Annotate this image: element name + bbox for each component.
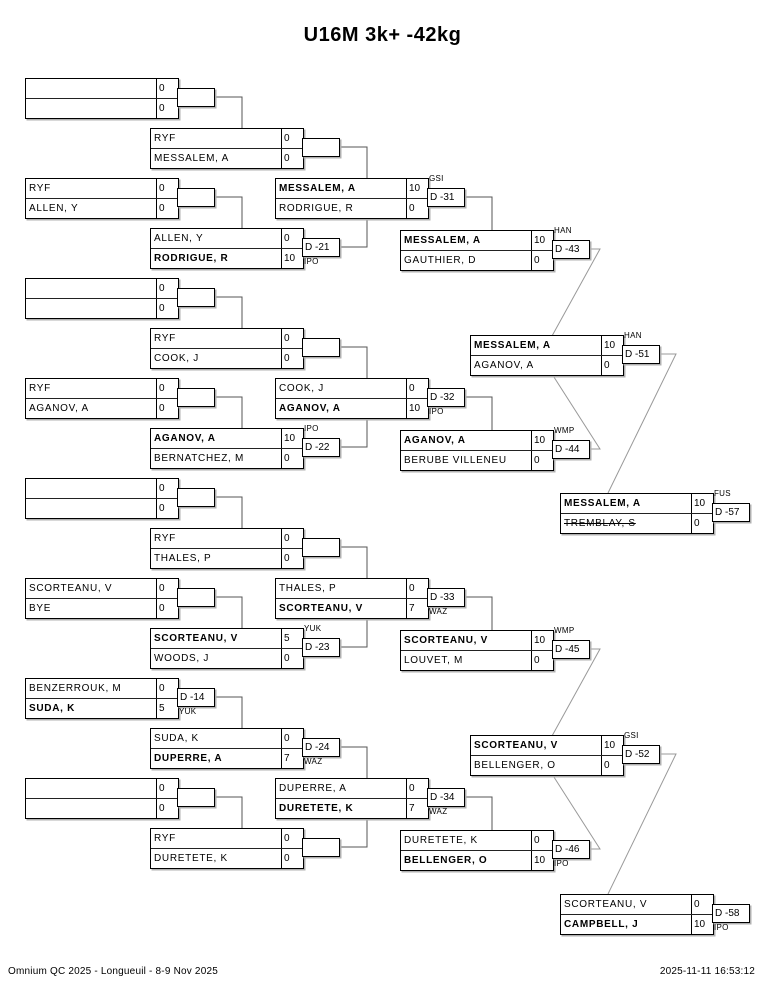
competitor-name: THALES, P: [279, 583, 337, 594]
score-cell: 0: [281, 129, 303, 148]
advance-connector-line: [212, 597, 242, 628]
connector-box: [177, 788, 215, 807]
score-cell: 10: [691, 494, 713, 513]
match-number-box: D -46: [552, 840, 590, 859]
match-box-a-r2b: [150, 228, 304, 269]
match-number-box: D -14: [177, 688, 215, 707]
match-box-b-r2b: [150, 428, 304, 469]
competitor-row: [26, 279, 178, 298]
competitor-row: [26, 298, 178, 318]
competitor-row: [151, 248, 303, 268]
competitor-name: [26, 79, 156, 98]
competitor-name: COOK, J: [279, 383, 324, 394]
connector-box: [302, 838, 340, 857]
score-cell: 0: [601, 756, 623, 775]
score-cell: 0: [281, 229, 303, 248]
competitor-row: [151, 429, 303, 448]
competitor-row: [151, 648, 303, 668]
competitor-row: [276, 579, 428, 598]
competitor-row: [26, 779, 178, 798]
advance-connector-line: [337, 617, 367, 647]
match-number-box: D -45: [552, 640, 590, 659]
competitor-row: [276, 198, 428, 218]
advance-connector-line: [212, 697, 242, 728]
competitor-name: DUPERRE, A: [279, 783, 347, 794]
connector-box: [177, 188, 215, 207]
competitor-row: [26, 498, 178, 518]
advance-connector-line: [462, 397, 492, 430]
competitor-name: ALLEN, Y: [29, 203, 79, 214]
match-box-b-r3: [275, 378, 429, 419]
score-cell: 0: [531, 251, 553, 270]
competitor-name: TREMBLAY, S: [564, 518, 636, 529]
competitor-row: [401, 831, 553, 850]
score-cell: 0: [406, 379, 428, 398]
competitor-row: [151, 229, 303, 248]
competitor-name: BYE: [29, 603, 52, 614]
match-number-box: D -58: [712, 904, 750, 923]
competitor-name: RYF: [154, 833, 176, 844]
competitor-row: [401, 431, 553, 450]
score-cell: 10: [281, 249, 303, 268]
match-box-final: [560, 493, 714, 534]
score-cell: 0: [156, 679, 178, 698]
competitor-row: [401, 231, 553, 250]
match-box-c-r2a: [150, 528, 304, 569]
competitor-name: [26, 779, 156, 798]
score-cell: 0: [156, 499, 178, 518]
tech-code-label: GSI: [624, 731, 639, 740]
match-box-d-r4: [400, 830, 554, 871]
competitor-row: [276, 779, 428, 798]
score-cell: 0: [281, 349, 303, 368]
competitor-row: [561, 914, 713, 934]
advance-connector-line: [462, 197, 492, 230]
advance-connector-line: [337, 147, 367, 178]
score-cell: 0: [156, 599, 178, 618]
match-box-c-r1a: [25, 478, 179, 519]
competitor-name: [26, 299, 156, 318]
tech-code-label: YUK: [179, 707, 197, 716]
competitor-row: [26, 198, 178, 218]
competitor-row: [26, 679, 178, 698]
competitor-row: [26, 698, 178, 718]
advance-connector-line: [212, 297, 242, 328]
competitor-name: [26, 479, 156, 498]
competitor-row: [151, 329, 303, 348]
score-cell: 0: [281, 729, 303, 748]
match-box-d-r1b: [25, 778, 179, 819]
competitor-row: [276, 398, 428, 418]
match-box-a-r2a: [150, 128, 304, 169]
competitor-name: AGANOV, A: [29, 403, 89, 414]
competitor-name: MESSALEM, A: [474, 340, 551, 351]
competitor-name: SUDA, K: [154, 733, 199, 744]
match-number-box: D -51: [622, 345, 660, 364]
match-number-box: D -33: [427, 588, 465, 607]
match-box-d-r2b: [150, 828, 304, 869]
connector-box: [177, 388, 215, 407]
match-box-b-r4: [400, 430, 554, 471]
score-cell: 10: [406, 399, 428, 418]
advance-connector-line: [212, 797, 242, 828]
score-cell: 0: [156, 179, 178, 198]
score-cell: 0: [156, 579, 178, 598]
competitor-name: RODRIGUE, R: [279, 203, 354, 214]
competitor-name: RYF: [154, 333, 176, 344]
match-number-box: D -22: [302, 438, 340, 457]
competitor-row: [561, 513, 713, 533]
competitor-row: [401, 631, 553, 650]
competitor-name: RYF: [29, 383, 51, 394]
competitor-name: BERNATCHEZ, M: [154, 453, 245, 464]
match-number-box: D -31: [427, 188, 465, 207]
competitor-name: AGANOV, A: [404, 435, 466, 446]
competitor-name: DUPERRE, A: [154, 753, 223, 764]
score-cell: 0: [691, 514, 713, 533]
score-cell: 10: [531, 631, 553, 650]
tech-code-label: WAZ: [304, 757, 323, 766]
score-cell: 7: [406, 799, 428, 818]
competitor-row: [401, 650, 553, 670]
tech-code-label: WMP: [554, 426, 575, 435]
competitor-name: THALES, P: [154, 553, 212, 564]
competitor-name: DURETETE, K: [154, 853, 228, 864]
tech-code-label: IPO: [714, 923, 729, 932]
match-number-box: D -24: [302, 738, 340, 757]
score-cell: 0: [531, 831, 553, 850]
competitor-row: [151, 629, 303, 648]
match-box-c-r4: [400, 630, 554, 671]
score-cell: 10: [281, 429, 303, 448]
competitor-name: AGANOV, A: [474, 360, 534, 371]
score-cell: 0: [406, 779, 428, 798]
competitor-row: [151, 729, 303, 748]
competitor-name: MESSALEM, A: [404, 235, 481, 246]
match-box-a-r4: [400, 230, 554, 271]
connector-box: [177, 288, 215, 307]
score-cell: 0: [156, 379, 178, 398]
competitor-row: [561, 895, 713, 914]
score-cell: 0: [156, 79, 178, 98]
competitor-row: [151, 748, 303, 768]
connector-box: [302, 138, 340, 157]
competitor-name: GAUTHIER, D: [404, 255, 477, 266]
score-cell: 0: [156, 799, 178, 818]
advance-connector-line: [337, 217, 367, 247]
tech-code-label: HAN: [554, 226, 572, 235]
score-cell: 0: [156, 99, 178, 118]
score-cell: 7: [281, 749, 303, 768]
score-cell: 0: [531, 651, 553, 670]
tech-code-label: IPO: [554, 859, 569, 868]
competitor-row: [151, 829, 303, 848]
match-box-b-r2a: [150, 328, 304, 369]
competitor-row: [151, 129, 303, 148]
match-number-box: D -52: [622, 745, 660, 764]
competitor-row: [561, 494, 713, 513]
match-box-c-r2b: [150, 628, 304, 669]
advance-connector-line: [212, 97, 242, 128]
competitor-row: [26, 179, 178, 198]
score-cell: 10: [531, 431, 553, 450]
competitor-row: [26, 79, 178, 98]
competitor-row: [151, 848, 303, 868]
competitor-name: MESSALEM, A: [279, 183, 356, 194]
winner-diagonal-line: [552, 774, 600, 849]
match-box-bronze: [560, 894, 714, 935]
match-box-c-r1b: [25, 578, 179, 619]
advance-connector-line: [212, 497, 242, 528]
match-number-box: D -57: [712, 503, 750, 522]
tech-code-label: HAN: [624, 331, 642, 340]
competitor-name: [26, 499, 156, 518]
match-box-c-r3: [275, 578, 429, 619]
match-number-box: D -23: [302, 638, 340, 657]
match-box-a-r3: [275, 178, 429, 219]
competitor-row: [471, 355, 623, 375]
tech-code-label: WMP: [554, 626, 575, 635]
competitor-name: DURETETE, K: [404, 835, 478, 846]
score-cell: 0: [156, 279, 178, 298]
competitor-name: SCORTEANU, V: [29, 583, 113, 594]
competitor-name: AGANOV, A: [279, 403, 341, 414]
winner-diagonal-line: [552, 249, 600, 336]
tech-code-label: YUK: [304, 624, 322, 633]
competitor-row: [151, 529, 303, 548]
competitor-row: [151, 448, 303, 468]
score-cell: 5: [156, 699, 178, 718]
page-title: U16M 3k+ -42kg: [303, 24, 462, 46]
match-number-box: D -32: [427, 388, 465, 407]
match-box-d-r1a: [25, 678, 179, 719]
score-cell: 0: [281, 849, 303, 868]
score-cell: 0: [156, 399, 178, 418]
competitor-row: [471, 736, 623, 755]
tech-code-label: FUS: [714, 489, 731, 498]
tech-code-label: GSI: [429, 174, 444, 183]
competitor-row: [26, 98, 178, 118]
footer-event-label: Omnium QC 2025 - Longueuil - 8-9 Nov 2025: [8, 966, 218, 977]
match-box-sf2: [470, 735, 624, 776]
competitor-row: [151, 148, 303, 168]
competitor-row: [26, 579, 178, 598]
connector-box: [302, 538, 340, 557]
competitor-row: [26, 598, 178, 618]
score-cell: 0: [691, 895, 713, 914]
winner-diagonal-line: [552, 649, 600, 736]
connector-box: [177, 88, 215, 107]
competitor-name: SCORTEANU, V: [474, 740, 558, 751]
competitor-row: [26, 398, 178, 418]
match-box-d-r2a: [150, 728, 304, 769]
competitor-row: [276, 598, 428, 618]
competitor-row: [471, 755, 623, 775]
competitor-name: DURETETE, K: [279, 803, 354, 814]
competitor-name: SCORTEANU, V: [154, 633, 238, 644]
score-cell: 5: [281, 629, 303, 648]
tech-code-label: IPO: [429, 407, 444, 416]
advance-connector-line: [212, 397, 242, 428]
score-cell: 10: [691, 915, 713, 934]
match-box-b-r1a: [25, 278, 179, 319]
score-cell: 0: [156, 779, 178, 798]
tech-code-label: WAZ: [429, 807, 448, 816]
advance-connector-line: [462, 797, 492, 830]
score-cell: 0: [156, 299, 178, 318]
score-cell: 0: [281, 449, 303, 468]
competitor-name: RODRIGUE, R: [154, 253, 229, 264]
score-cell: 0: [281, 149, 303, 168]
competitor-name: BENZERROUK, M: [29, 683, 122, 694]
competitor-row: [471, 336, 623, 355]
competitor-row: [26, 479, 178, 498]
match-box-d-r3: [275, 778, 429, 819]
competitor-row: [151, 548, 303, 568]
competitor-name: SCORTEANU, V: [564, 899, 648, 910]
tech-code-label: IPO: [304, 424, 319, 433]
footer-timestamp: 2025-11-11 16:53:12: [659, 966, 755, 977]
score-cell: 10: [531, 231, 553, 250]
score-cell: 0: [601, 356, 623, 375]
competitor-row: [401, 450, 553, 470]
connector-box: [177, 488, 215, 507]
match-number-box: D -44: [552, 440, 590, 459]
score-cell: 10: [531, 851, 553, 870]
score-cell: 10: [601, 336, 623, 355]
competitor-name: AGANOV, A: [154, 433, 216, 444]
competitor-row: [276, 379, 428, 398]
competitor-row: [151, 348, 303, 368]
competitor-name: RYF: [154, 533, 176, 544]
competitor-name: ALLEN, Y: [154, 233, 204, 244]
match-box-b-r1b: [25, 378, 179, 419]
advance-connector-line: [337, 547, 367, 578]
competitor-name: SCORTEANU, V: [279, 603, 363, 614]
score-cell: 10: [601, 736, 623, 755]
competitor-name: SCORTEANU, V: [404, 635, 488, 646]
match-box-sf1: [470, 335, 624, 376]
competitor-name: MESSALEM, A: [564, 498, 641, 509]
tech-code-label: IPO: [304, 257, 319, 266]
winner-diagonal-line: [552, 374, 600, 449]
score-cell: 0: [281, 649, 303, 668]
score-cell: 0: [281, 329, 303, 348]
competitor-name: [26, 799, 156, 818]
match-box-a-r1a: [25, 78, 179, 119]
advance-connector-line: [462, 597, 492, 630]
match-number-box: D -34: [427, 788, 465, 807]
match-box-a-r1b: [25, 178, 179, 219]
score-cell: 0: [281, 549, 303, 568]
advance-connector-line: [337, 347, 367, 378]
score-cell: 0: [406, 199, 428, 218]
advance-connector-line: [337, 817, 367, 847]
competitor-name: [26, 279, 156, 298]
competitor-name: BELLENGER, O: [404, 855, 488, 866]
competitor-row: [276, 179, 428, 198]
competitor-row: [401, 250, 553, 270]
competitor-name: LOUVET, M: [404, 655, 464, 666]
advance-connector-line: [212, 197, 242, 228]
advance-connector-line: [337, 747, 367, 778]
score-cell: 0: [406, 579, 428, 598]
competitor-row: [26, 798, 178, 818]
competitor-name: MESSALEM, A: [154, 153, 229, 164]
advance-connector-line: [337, 417, 367, 447]
competitor-name: RYF: [29, 183, 51, 194]
score-cell: 0: [156, 199, 178, 218]
score-cell: 10: [406, 179, 428, 198]
score-cell: 7: [406, 599, 428, 618]
connector-box: [177, 588, 215, 607]
match-number-box: D -21: [302, 238, 340, 257]
competitor-name: WOODS, J: [154, 653, 210, 664]
connector-box: [302, 338, 340, 357]
competitor-row: [26, 379, 178, 398]
competitor-name: BERUBE VILLENEU: [404, 455, 507, 466]
competitor-name: [26, 99, 156, 118]
competitor-name: SUDA, K: [29, 703, 76, 714]
score-cell: 0: [156, 479, 178, 498]
score-cell: 0: [281, 529, 303, 548]
tech-code-label: WAZ: [429, 607, 448, 616]
competitor-name: RYF: [154, 133, 176, 144]
match-number-box: D -43: [552, 240, 590, 259]
score-cell: 0: [531, 451, 553, 470]
competitor-name: BELLENGER, O: [474, 760, 556, 771]
competitor-row: [276, 798, 428, 818]
competitor-name: CAMPBELL, J: [564, 919, 639, 930]
competitor-name: COOK, J: [154, 353, 199, 364]
competitor-row: [401, 850, 553, 870]
score-cell: 0: [281, 829, 303, 848]
